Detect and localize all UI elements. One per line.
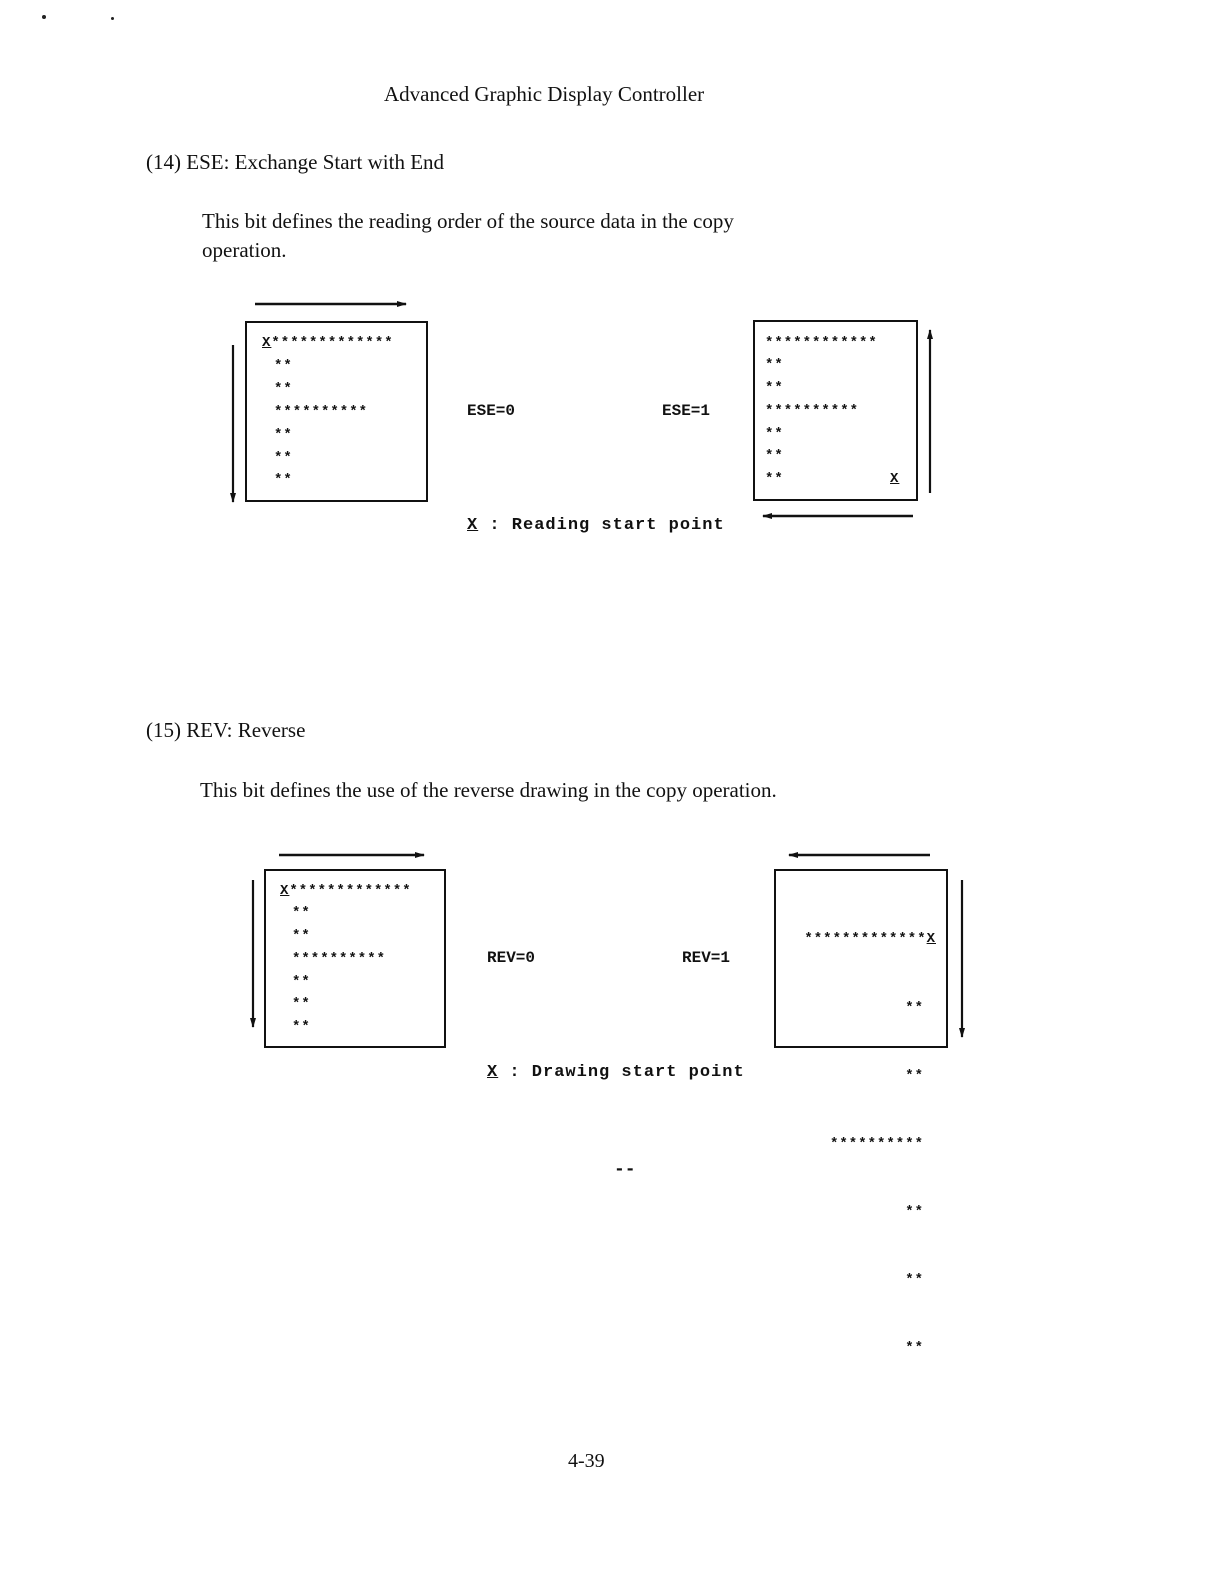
rev0-line-2: ** xyxy=(292,905,311,921)
ese0-line-4: ********** xyxy=(274,404,369,420)
end-point-mark: X xyxy=(890,471,900,487)
ese1-line-3: ** xyxy=(765,380,784,396)
ese1-label: ESE=1 xyxy=(662,402,711,420)
ese0-line-2: ** xyxy=(274,358,293,374)
start-point-mark: X xyxy=(262,335,272,351)
rev1-line-7: ** xyxy=(905,1340,924,1357)
start-point-mark: X xyxy=(280,883,290,899)
legend-text: : Reading start point xyxy=(489,516,725,535)
rev1-label: REV=1 xyxy=(682,949,731,967)
ese0-label: ESE=0 xyxy=(467,402,516,420)
section-14-body-line-2: operation. xyxy=(202,238,287,262)
ese0-line-5: ** xyxy=(274,427,293,443)
rev1-line-1: *************X xyxy=(804,931,936,948)
rev0-line-6: ** xyxy=(292,996,311,1012)
section-14-body-line-1: This bit defines the reading order of the source data in the copy xyxy=(202,209,734,233)
ese0-line-6: ** xyxy=(274,450,293,466)
ese0-line-3: ** xyxy=(274,381,293,397)
ese1-line-5: ** xyxy=(765,426,784,442)
legend-mark: X xyxy=(467,516,479,535)
rev0-label: REV=0 xyxy=(487,949,536,967)
rev1-line-6: ** xyxy=(905,1271,924,1288)
ese0-line-7: ** xyxy=(274,472,293,488)
rev0-line-1: X************* xyxy=(280,883,412,899)
rev0-line-7: ** xyxy=(292,1019,311,1035)
ese1-line-6: ** xyxy=(765,448,784,464)
end-point-mark: X xyxy=(926,931,936,948)
rev1-line-4: ********** xyxy=(829,1135,924,1152)
rev0-line-3: ** xyxy=(292,928,311,944)
section-15-heading: (15) REV: Reverse xyxy=(146,718,306,742)
page-number: 4-39 xyxy=(568,1450,605,1472)
ese1-line-7: ** xyxy=(765,471,784,487)
rev0-line-5: ** xyxy=(292,974,311,990)
rev1-line-2: ** xyxy=(905,999,924,1016)
ese1-line-2: ** xyxy=(765,357,784,373)
legend-text: : Drawing start point xyxy=(509,1063,745,1082)
legend-mark: X xyxy=(487,1063,499,1082)
separator: -- xyxy=(614,1160,636,1180)
page-title: Advanced Graphic Display Controller xyxy=(384,82,705,106)
rev1-line-3: ** xyxy=(905,1067,924,1084)
ese0-line-1: X************* xyxy=(262,335,394,351)
section-14-heading: (14) ESE: Exchange Start with End xyxy=(146,150,445,174)
rev0-line-4: ********** xyxy=(292,951,387,967)
rev1-line-5: ** xyxy=(905,1203,924,1220)
ese1-line-1: ************ xyxy=(765,335,878,351)
section-15-body: This bit defines the use of the reverse drawing in the copy operation. xyxy=(200,778,777,802)
ese1-line-4: ********** xyxy=(765,403,860,419)
